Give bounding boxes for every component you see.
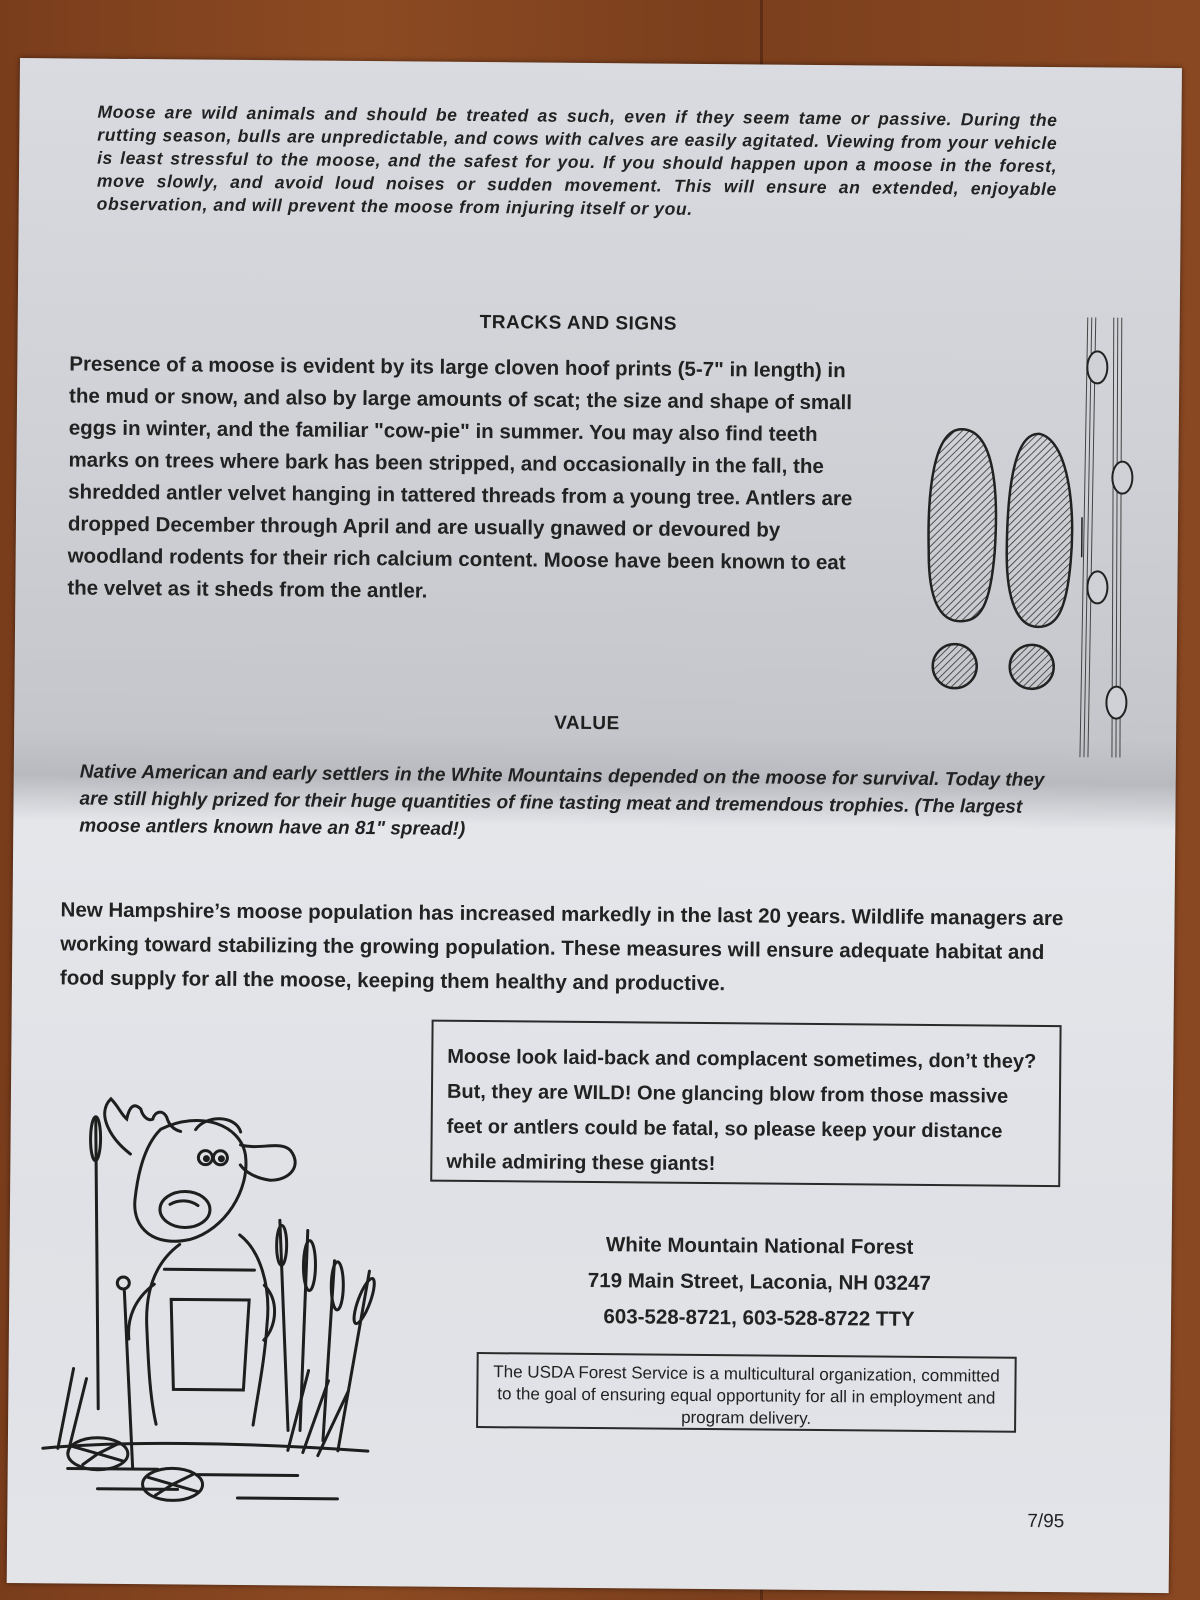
warning-box (430, 1020, 1061, 1187)
intro-paragraph: Moose are wild animals and should be treated as such, even if they seem tame or passive. During the rutting season, bulls are unpredictable, and cows with calves are easily agitated. Viewing from your vehicle is least stressful to the moose, and the safest for you. If you should happen upon a moose in the forest, move slowly, and avoid loud noises or sudden movement. This will ensure an extended, enjoyable observation, and will prevent the moose from injuring itself or you. (96, 101, 1058, 219)
value-paragraph-1: Native American and early settlers in the White Mountains depended on the moose for survival. Today they are still highly prized for their huge quantities of fine tasting meat and tremendous trophies. (The largest moose antlers known have an 81" spread!) (79, 761, 1045, 840)
moose-leaflet-page (7, 58, 1182, 1593)
moose-track-trail-icon (1072, 317, 1136, 758)
street-address: 719 Main Street, Laconia, NH 03247 (587, 1269, 931, 1295)
contact-address (439, 1226, 1080, 1340)
cartoon-moose-icon (37, 1068, 381, 1511)
publication-date: 7/95 (1027, 1510, 1065, 1533)
usda-statement: The USDA Forest Service is a multicultural organization, committed to the goal of ensuring equal opportunity for all in employment and program delivery. (493, 1362, 1000, 1428)
org-name: White Mountain National Forest (605, 1233, 914, 1259)
usda-statement-box (476, 1352, 1017, 1433)
tracks-paragraph: Presence of a moose is evident by its large cloven hoof prints (5-7" in length) in the mud or snow, and also by large amounts of scat; the size and shape of small eggs in winter, and the familiar "cow-pie" in summer. You may also find teeth marks on trees where bark has been stripped, and occasionally in the fall, the shredded antler velvet hanging in tattered threads from a young tree. Antlers are dropped December through April and are usually gnawed or devoured by woodland rodents for their rich calcium content. Moose have been known to eat the velvet as it sheds from the antler. (67, 352, 853, 603)
value-heading: VALUE (554, 712, 620, 735)
value-paragraph-2: New Hampshire’s moose population has increased markedly in the last 20 years. Wildlife managers are working toward stabilizing the growing population. These measures will ensure adequate habitat and food supply for all the moose, keeping them healthy and productive. (59, 898, 1064, 996)
warning-text: Moose look laid-back and complacent sometimes, don’t they? But, they are WILD! One glancing blow from those massive feet or antlers could be fatal, so please keep your distance while admiring these giants! (446, 1045, 1037, 1176)
phone-numbers: 603-528-8721, 603-528-8722 TTY (603, 1305, 915, 1331)
tracks-heading: TRACKS AND SIGNS (479, 312, 678, 335)
hoof-print-icon (919, 421, 1081, 702)
